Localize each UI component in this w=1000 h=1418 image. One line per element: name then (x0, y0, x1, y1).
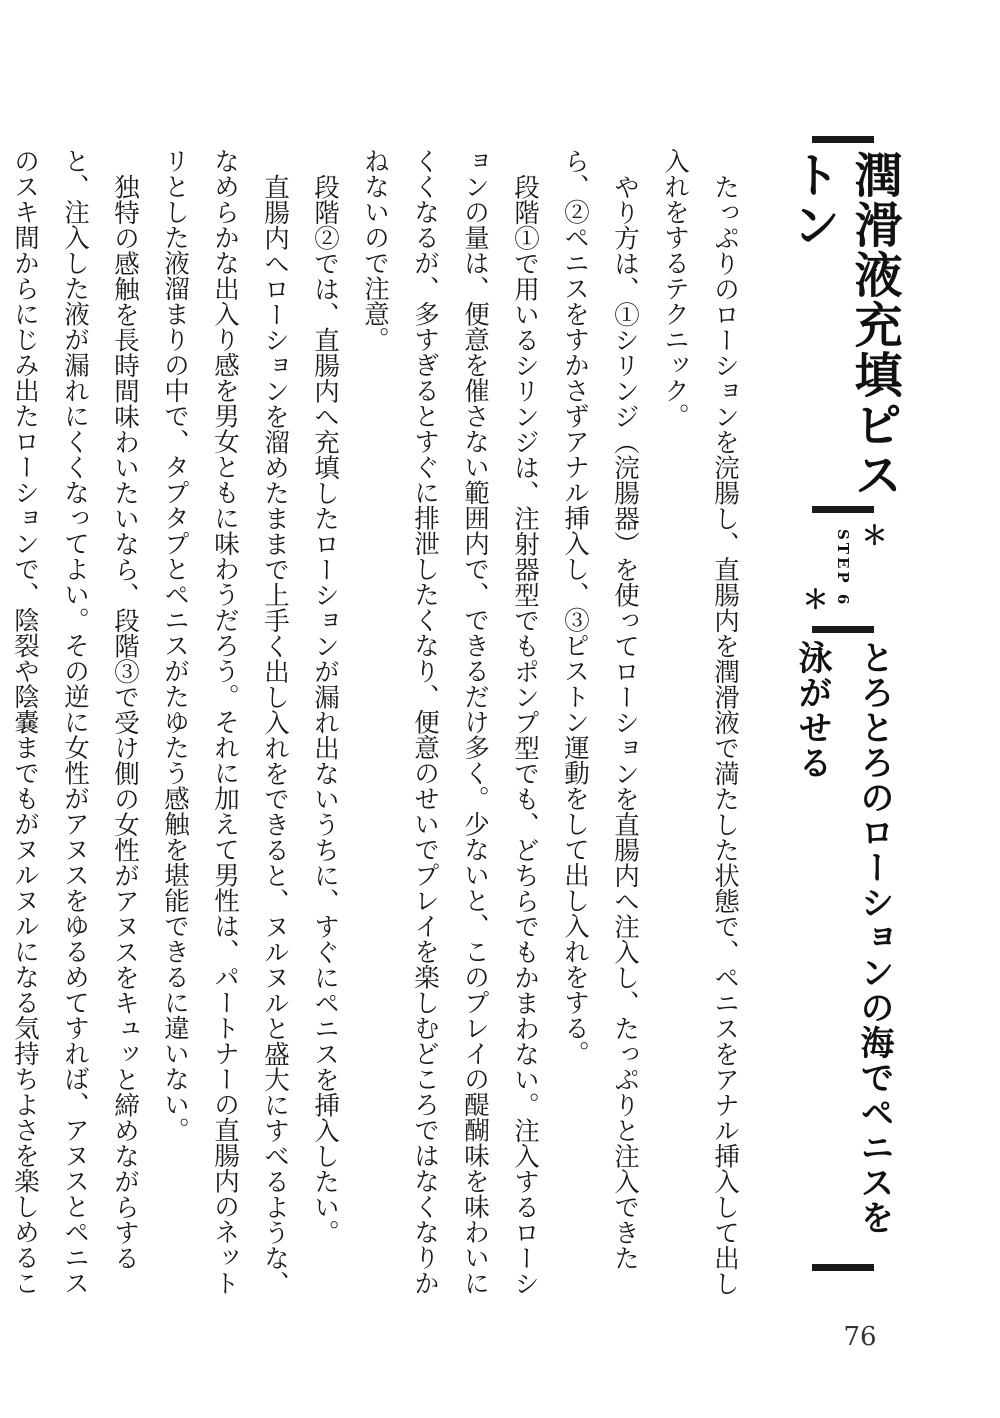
paragraph: たっぷりのローションを浣腸し、直腸内を潤滑液で満たした状態で、ペニスをアナル挿入して出し入れをするテクニック。 (660, 148, 740, 1296)
step-marker (798, 516, 887, 620)
page-title: 潤滑液充填ピストン (784, 150, 902, 500)
star-icon: ＊ (857, 522, 887, 548)
subtitle-rule-bottom (812, 1264, 874, 1271)
subtitle: とろとろのローションの海でペニスを泳がせる (792, 640, 894, 1235)
title-rule-bottom (812, 506, 874, 513)
star-icon: ＊ (798, 586, 828, 612)
paragraph: 独特の感触を長時間味わいたいなら、段階③で受け側の女性がアヌスをキュッと締めながらすると、注入した液が漏れにくくなってよい。その逆に女性がアヌスをゆるめてすれば、アヌスとペニスのスキ間からにじみ出たローションで、陰裂や陰嚢までもがヌルヌルになる気持ちよさを楽しめるこ (10, 148, 140, 1296)
paragraph: やり方は、①シリンジ（浣腸器）を使ってローションを直腸内へ注入し、たっぷりと注入できたら、②ペニスをすかさずアナル挿入し、③ピストン運動をして出し入れをする。 (560, 148, 640, 1270)
subtitle-rule-top (812, 626, 874, 633)
body-text (10, 148, 750, 1298)
page-number: 76 (843, 1322, 877, 1352)
paragraph: 直腸内へローションを溜めたままで上手く出し入れをできると、ヌルヌルと盛大にすべるような、なめらかな出入り感を男女ともに味わうだろう。それに加えて男性は、パートナーの直腸内のネットリとした液溜まりの中で、タプタプとペニスがたゆたう感触を堪能できるに違いない。 (160, 148, 290, 1296)
paragraph: 段階①で用いるシリンジは、注射器型でもポンプ型でも、どちらでもかまわない。注入するローションの量は、便意を催さない範囲内で、できるだけ多く。少ないと、このプレイの醍醐味を味わいにくくなるが、多すぎるとすぐに排泄したくなり、便意のせいでプレイを楽しむどころではなくなりかねないので注意。 (360, 148, 540, 1296)
title-rule-top (812, 136, 874, 143)
step-label: STEP 6 (834, 528, 852, 608)
paragraph: 段階②では、直腸内へ充填したローションが漏れ出ないうちに、すぐにペニスを挿入したい。 (310, 173, 340, 1245)
